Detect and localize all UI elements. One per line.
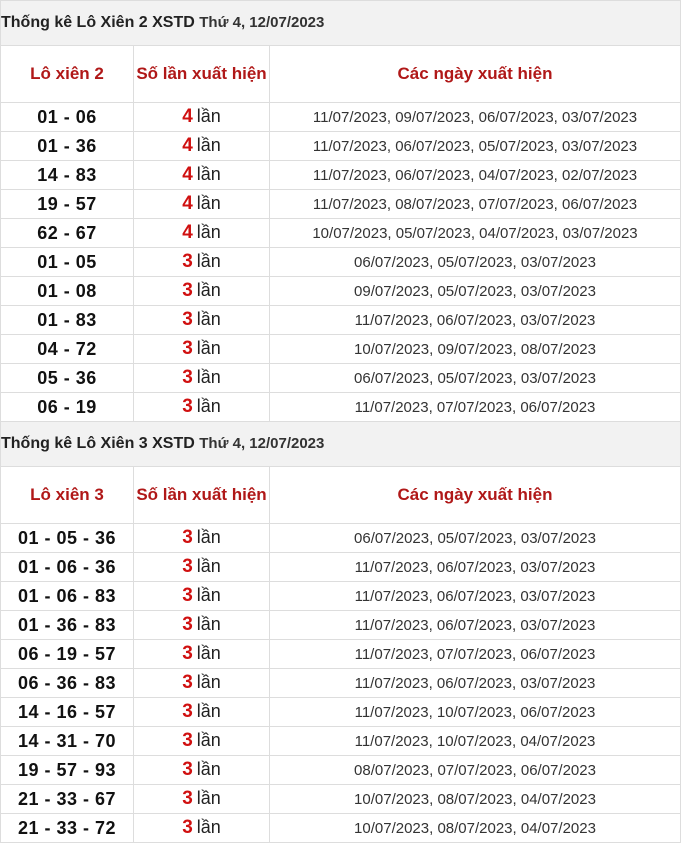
- table-row: [1, 219, 681, 248]
- count-number: 3: [182, 817, 193, 838]
- dates-cell: 11/07/2023, 06/07/2023, 03/07/2023: [270, 611, 681, 640]
- count-cell: [134, 393, 270, 422]
- dates-cell: 06/07/2023, 05/07/2023, 03/07/2023: [270, 248, 681, 277]
- section-weekday: Thứ 4,: [199, 435, 246, 452]
- pair-cell: 19 - 57: [1, 190, 134, 219]
- count-unit: lần: [196, 338, 221, 358]
- count-unit: lần: [196, 135, 221, 155]
- table-row: [1, 335, 681, 364]
- count-cell: [134, 161, 270, 190]
- count-cell: [134, 132, 270, 161]
- pair-cell: 21 - 33 - 67: [1, 785, 134, 814]
- section-date: 12/07/2023: [249, 435, 325, 452]
- table-row: [1, 756, 681, 785]
- count-cell: [134, 306, 270, 335]
- pair-cell: 14 - 83: [1, 161, 134, 190]
- pair-cell: 01 - 36 - 83: [1, 611, 134, 640]
- header-pair: Lô xiên 2: [1, 46, 134, 103]
- count-cell: [134, 524, 270, 553]
- table-row: [1, 190, 681, 219]
- count-number: 4: [182, 106, 193, 127]
- dates-cell: 11/07/2023, 07/07/2023, 06/07/2023: [270, 393, 681, 422]
- count-unit: lần: [196, 280, 221, 300]
- table-row: [1, 524, 681, 553]
- pair-cell: 01 - 06 - 83: [1, 582, 134, 611]
- table-row: [1, 161, 681, 190]
- count-cell: [134, 335, 270, 364]
- table-row: [1, 132, 681, 161]
- count-number: 3: [182, 759, 193, 780]
- dates-cell: 11/07/2023, 06/07/2023, 05/07/2023, 03/07/2023: [270, 132, 681, 161]
- count-number: 3: [182, 367, 193, 388]
- pair-cell: 01 - 05: [1, 248, 134, 277]
- count-unit: lần: [196, 193, 221, 213]
- section-title-xien2: [1, 1, 681, 46]
- pair-cell: 01 - 83: [1, 306, 134, 335]
- count-unit: lần: [196, 817, 221, 837]
- count-cell: [134, 103, 270, 132]
- pair-cell: 14 - 16 - 57: [1, 698, 134, 727]
- pair-cell: 01 - 06: [1, 103, 134, 132]
- table-row: [1, 306, 681, 335]
- table-row: [1, 698, 681, 727]
- count-number: 3: [182, 251, 193, 272]
- pair-cell: 19 - 57 - 93: [1, 756, 134, 785]
- dates-cell: 11/07/2023, 06/07/2023, 03/07/2023: [270, 669, 681, 698]
- dates-cell: 10/07/2023, 05/07/2023, 04/07/2023, 03/07/2023: [270, 219, 681, 248]
- pair-cell: 01 - 08: [1, 277, 134, 306]
- count-cell: [134, 364, 270, 393]
- count-cell: [134, 553, 270, 582]
- dates-cell: 06/07/2023, 05/07/2023, 03/07/2023: [270, 524, 681, 553]
- count-number: 3: [182, 672, 193, 693]
- table-row: [1, 582, 681, 611]
- table-row: [1, 814, 681, 843]
- count-number: 4: [182, 222, 193, 243]
- pair-cell: 06 - 36 - 83: [1, 669, 134, 698]
- dates-cell: 06/07/2023, 05/07/2023, 03/07/2023: [270, 364, 681, 393]
- count-unit: lần: [196, 164, 221, 184]
- stats-table-body: [1, 1, 681, 843]
- table-row: [1, 393, 681, 422]
- pair-cell: 14 - 31 - 70: [1, 727, 134, 756]
- dates-cell: 11/07/2023, 08/07/2023, 07/07/2023, 06/07/2023: [270, 190, 681, 219]
- count-cell: [134, 698, 270, 727]
- count-cell: [134, 611, 270, 640]
- count-cell: [134, 248, 270, 277]
- count-unit: lần: [196, 222, 221, 242]
- count-number: 3: [182, 614, 193, 635]
- count-cell: [134, 756, 270, 785]
- count-unit: lần: [196, 759, 221, 779]
- count-number: 3: [182, 788, 193, 809]
- count-number: 3: [182, 701, 193, 722]
- count-unit: lần: [196, 556, 221, 576]
- count-cell: [134, 277, 270, 306]
- count-number: 3: [182, 280, 193, 301]
- count-unit: lần: [196, 701, 221, 721]
- section-title-text: Thống kê Lô Xiên 3 XSTD: [1, 435, 195, 452]
- pair-cell: 05 - 36: [1, 364, 134, 393]
- pair-cell: 06 - 19 - 57: [1, 640, 134, 669]
- pair-cell: 21 - 33 - 72: [1, 814, 134, 843]
- header-count: Số lần xuất hiện: [134, 46, 270, 103]
- count-cell: [134, 582, 270, 611]
- count-cell: [134, 727, 270, 756]
- count-cell: [134, 814, 270, 843]
- count-unit: lần: [196, 672, 221, 692]
- header-dates: Các ngày xuất hiện: [270, 467, 681, 524]
- dates-cell: 11/07/2023, 10/07/2023, 04/07/2023: [270, 727, 681, 756]
- count-unit: lần: [196, 788, 221, 808]
- count-unit: lần: [196, 367, 221, 387]
- table-row: [1, 364, 681, 393]
- dates-cell: 11/07/2023, 06/07/2023, 03/07/2023: [270, 582, 681, 611]
- table-row: [1, 611, 681, 640]
- pair-cell: 01 - 36: [1, 132, 134, 161]
- count-number: 4: [182, 135, 193, 156]
- count-unit: lần: [196, 614, 221, 634]
- dates-cell: 10/07/2023, 08/07/2023, 04/07/2023: [270, 814, 681, 843]
- section-title-row-xien3: [1, 422, 681, 467]
- count-number: 4: [182, 193, 193, 214]
- section-date: 12/07/2023: [249, 14, 325, 31]
- table-row: [1, 103, 681, 132]
- count-unit: lần: [196, 643, 221, 663]
- dates-cell: 08/07/2023, 07/07/2023, 06/07/2023: [270, 756, 681, 785]
- table-row: [1, 669, 681, 698]
- count-cell: [134, 190, 270, 219]
- count-number: 3: [182, 338, 193, 359]
- pair-cell: 04 - 72: [1, 335, 134, 364]
- section-title-row-xien2: [1, 1, 681, 46]
- header-pair: Lô xiên 3: [1, 467, 134, 524]
- dates-cell: 10/07/2023, 09/07/2023, 08/07/2023: [270, 335, 681, 364]
- count-unit: lần: [196, 251, 221, 271]
- count-number: 3: [182, 730, 193, 751]
- count-unit: lần: [196, 106, 221, 126]
- count-number: 3: [182, 556, 193, 577]
- count-unit: lần: [196, 585, 221, 605]
- dates-cell: 11/07/2023, 06/07/2023, 03/07/2023: [270, 553, 681, 582]
- table-row: [1, 248, 681, 277]
- count-cell: [134, 640, 270, 669]
- header-count: Số lần xuất hiện: [134, 467, 270, 524]
- count-cell: [134, 785, 270, 814]
- pair-cell: 01 - 06 - 36: [1, 553, 134, 582]
- count-cell: [134, 219, 270, 248]
- table-row: [1, 727, 681, 756]
- dates-cell: 10/07/2023, 08/07/2023, 04/07/2023: [270, 785, 681, 814]
- section-weekday: Thứ 4,: [199, 14, 246, 31]
- count-number: 3: [182, 396, 193, 417]
- dates-cell: 11/07/2023, 06/07/2023, 04/07/2023, 02/07/2023: [270, 161, 681, 190]
- table-row: [1, 553, 681, 582]
- pair-cell: 62 - 67: [1, 219, 134, 248]
- dates-cell: 11/07/2023, 10/07/2023, 06/07/2023: [270, 698, 681, 727]
- count-unit: lần: [196, 396, 221, 416]
- section-title-text: Thống kê Lô Xiên 2 XSTD: [1, 14, 195, 31]
- dates-cell: 09/07/2023, 05/07/2023, 03/07/2023: [270, 277, 681, 306]
- table-row: [1, 785, 681, 814]
- count-number: 3: [182, 527, 193, 548]
- count-number: 3: [182, 585, 193, 606]
- dates-cell: 11/07/2023, 07/07/2023, 06/07/2023: [270, 640, 681, 669]
- header-row-xien2: [1, 46, 681, 103]
- count-unit: lần: [196, 527, 221, 547]
- count-number: 3: [182, 309, 193, 330]
- table-row: [1, 640, 681, 669]
- header-dates: Các ngày xuất hiện: [270, 46, 681, 103]
- count-number: 4: [182, 164, 193, 185]
- dates-cell: 11/07/2023, 09/07/2023, 06/07/2023, 03/07/2023: [270, 103, 681, 132]
- dates-cell: 11/07/2023, 06/07/2023, 03/07/2023: [270, 306, 681, 335]
- count-unit: lần: [196, 730, 221, 750]
- header-row-xien3: [1, 467, 681, 524]
- count-number: 3: [182, 643, 193, 664]
- pair-cell: 06 - 19: [1, 393, 134, 422]
- pair-cell: 01 - 05 - 36: [1, 524, 134, 553]
- table-row: [1, 277, 681, 306]
- count-unit: lần: [196, 309, 221, 329]
- count-cell: [134, 669, 270, 698]
- section-title-xien3: [1, 422, 681, 467]
